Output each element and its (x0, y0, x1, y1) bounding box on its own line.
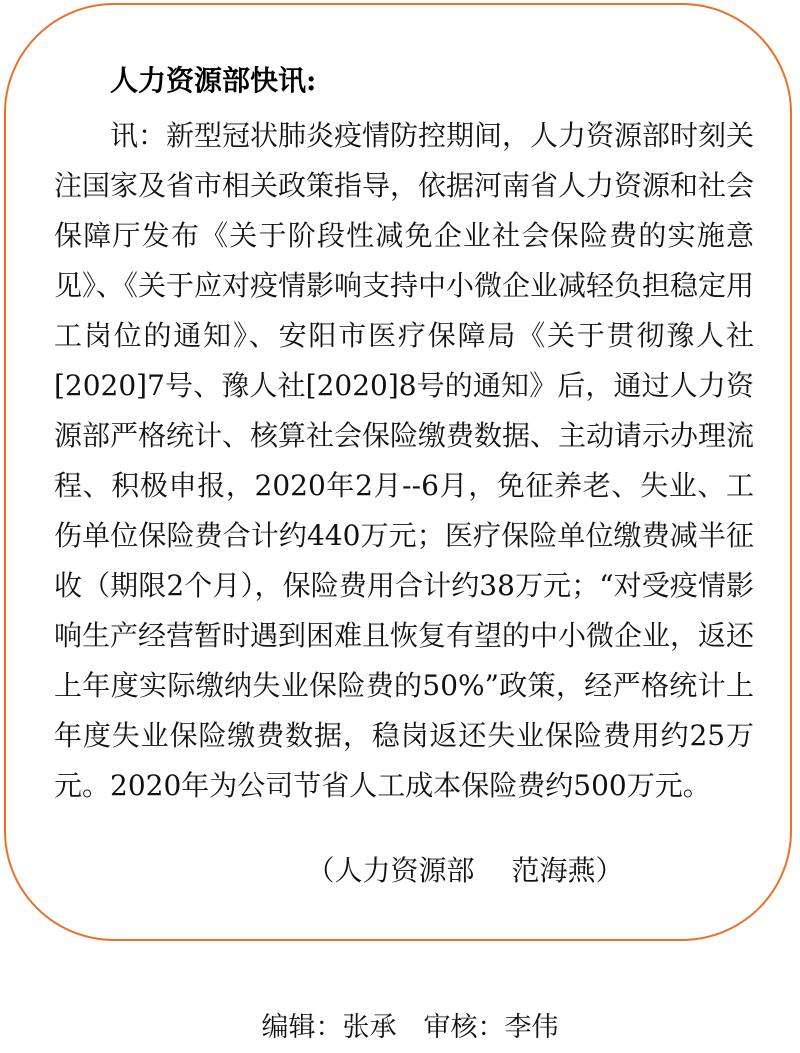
attribution-line: （人力资源部 范海燕） (306, 854, 624, 887)
section-title: 人力资源部快讯: (110, 64, 317, 97)
rounded-border-frame (4, 3, 792, 941)
editor-footer: 编辑：张承 审核：李伟 (261, 1012, 559, 1043)
body-paragraph: 讯：新型冠状肺炎疫情防控期间，人力资源部时刻关注国家及省市相关政策指导，依据河南省人力资源和社会保障厅发布《关于阶段性减免企业社会保险费的实施意见》、《关于应对疫情影响支持中小微企业减轻负担稳定用工岗位的通知》、安阳市医疗保障局《关于贯彻豫人社[2020]7号、豫人社[2020]8号的通知》后，通过人力资源部严格统计、核算社会保险缴费数据、主动请示办理流程、积极申报，2020年2月--6月，免征养老、失业、工伤单位保险费合计约440万元；医疗保险单位缴费减半征收（期限2个月），保险费用合计约38万元；“对受疫情影响生产经营暂时遇到困难且恢复有望的中小微企业，返还上年度实际缴纳失业保险费的50%”政策，经严格统计上年度失业保险缴费数据，稳岗返还失业保险费用约25万元。2020年为公司节省人工成本保险费约500万元。 (54, 119, 755, 802)
